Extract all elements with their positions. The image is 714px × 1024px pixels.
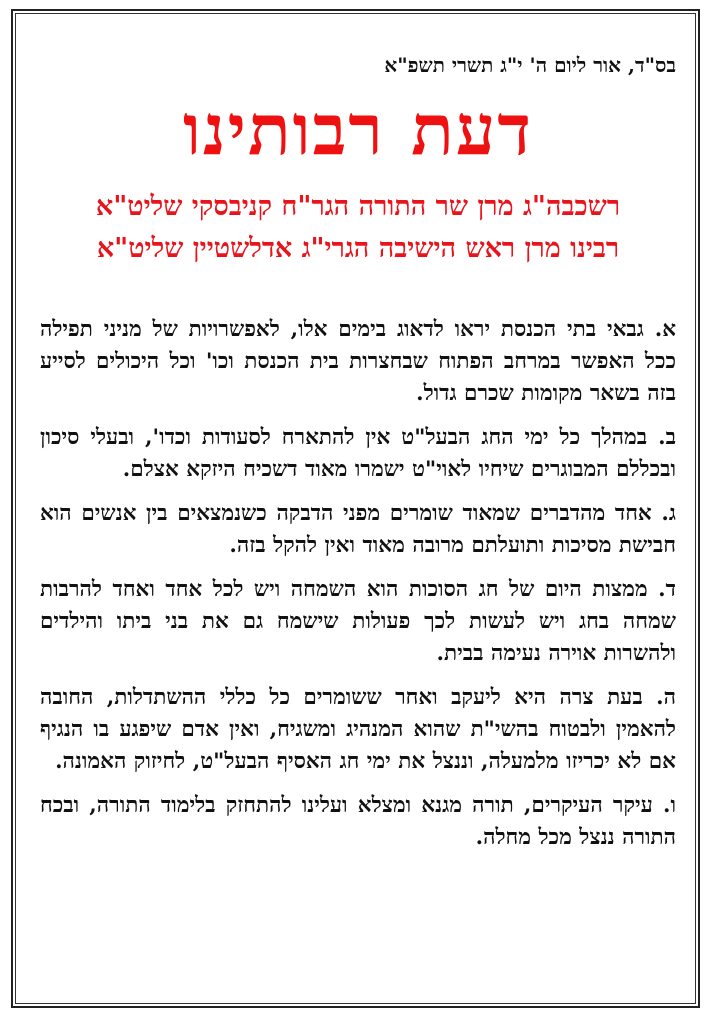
section-gimel (40, 498, 676, 562)
section-vav (40, 790, 676, 854)
section-letter: א. (654, 317, 676, 342)
section-letter: ד. (658, 577, 676, 602)
section-text: אחד מהדברים שמאוד שומרים מפני הדבקה כשנמצאים בין אנשים הוא חבישת מסיכות ותועלתם מרובה מאוד ואין להקל בזה. (40, 501, 676, 558)
section-text: במהלך כל ימי החג הבעל"ט אין להתארח לסעודות וכדו', ובעלי סיכון ובכללם המבוגרים שיחיו לאוי"ט ישמרו מאוד דשכיח היזקא אצלם. (40, 425, 676, 482)
subtitle-line-1: רשכבה"ג מרן שר התורה הגר"ח קניבסקי שליט"א (95, 191, 621, 222)
section-letter: ב. (658, 425, 676, 450)
section-dalet (40, 574, 676, 670)
dateline: בס"ד, אור ליום ה' י"ג תשרי תשפ"א (384, 53, 676, 77)
rabbis-header (40, 186, 676, 270)
document-title: דעת רבותינו (182, 88, 534, 171)
section-he (40, 682, 676, 778)
section-bet (40, 422, 676, 486)
section-text: בעת צרה היא ליעקב ואחר ששומרים כל כללי ההשתדלות, החובה להאמין ולבטוח בהשי"ת שהוא המנהיג ומשגיח, ואין אדם שיפגע בו הנגיף אם לא יכריזו מלמעלה, וננצל את ימי חג האסיף הבעל"ט, לחיזוק האמונה. (40, 685, 676, 774)
subtitle-line-2: רבינו מרן ראש הישיבה הגרי"ג אדלשטיין שליט"א (96, 233, 620, 264)
section-letter: ה. (656, 685, 676, 710)
instructions-list (40, 314, 676, 854)
section-alef (40, 314, 676, 410)
section-letter: ג. (661, 501, 676, 526)
notice-document (40, 52, 676, 866)
section-text: עיקר העיקרים, תורה מגנא ומצלא ועלינו להתחזק בלימוד התורה, ובכח התורה ננצל מכל מחלה. (40, 793, 676, 850)
section-text: ממצות היום של חג הסוכות הוא השמחה ויש לכל אחד ואחד להרבות שמחה בחג ויש לעשות לכך פעולות שישמח גם את בני ביתו והילדים ולהשרות אוירה נעימה בבית. (40, 577, 676, 666)
section-letter: ו. (663, 793, 676, 818)
section-text: גבאי בתי הכנסת יראו לדאוג בימים אלו, לאפשרויות של מניני תפילה ככל האפשר במרחב הפתוח שבחצרות בית הכנסת וכו' וכל היכולים לסייע בזה בשאר מקומות שכרם גדול. (40, 317, 676, 406)
